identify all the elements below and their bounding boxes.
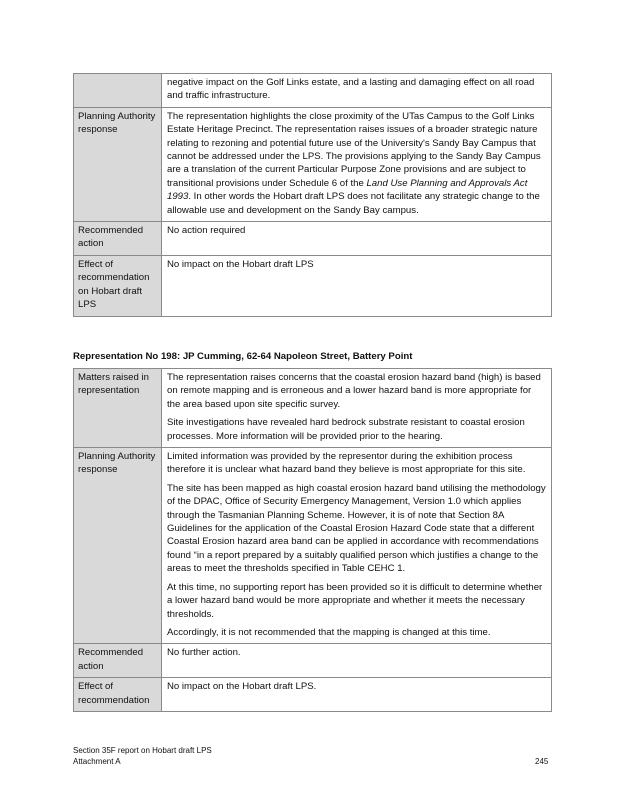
table-row [74, 644, 552, 678]
row-content [162, 448, 552, 644]
paragraph: No further action. [167, 647, 241, 659]
paragraph-part: . In other words the Hobart draft LPS does not facilitate any strategic change to the allowable use and development on the Sandy Bay campus. [167, 191, 540, 216]
act-title: Land Use Planning and Approvals Act 1993 [167, 177, 528, 203]
paragraph: No impact on the Hobart draft LPS. [167, 681, 317, 693]
row-content [162, 369, 552, 448]
row-label [74, 74, 162, 108]
row-content [162, 644, 552, 678]
row-content [162, 255, 552, 316]
representation-table-continued [73, 73, 552, 317]
row-label: Planning Authority response [74, 448, 162, 644]
row-label: Effect of recommendation on Hobart draft LPS [74, 255, 162, 316]
table-row [74, 369, 552, 448]
footer-report-title: Section 35F report on Hobart draft LPS [73, 746, 212, 755]
page-footer [73, 745, 212, 767]
paragraph: No action required [167, 225, 246, 237]
paragraph: No impact on the Hobart draft LPS [167, 258, 314, 270]
table-row [74, 678, 552, 712]
paragraph: Accordingly, it is not recommended that the mapping is changed at this time. [167, 626, 491, 638]
row-label: Recommended action [74, 222, 162, 256]
paragraph-part: The representation highlights the close proximity of the UTas Campus to the Golf Links Estate Heritage Precinct. The representation raises issues of a broader strategic nature relating to rezoning and potential future use of the University's Sandy Bay Campus that cannot be addressed under the LPS. The provisions applying to the Sandy Bay Campus are a translation of the current Particular Purpose Zone provisions and are subject to transitional provisions under Schedule 6 of the [167, 110, 541, 189]
paragraph: The site has been mapped as high coastal erosion hazard band utilising the methodology of the DPAC, Office of Security Emergency Management, Version 1.0 which applies through the Tasmanian Planning Scheme. However, it is of note that Section 8A Guidelines for the application of the Coastal Erosion Hazard Code state that a different Coastal Erosion hazard area band can be applied in accordance with recommendations found “in a report prepared by a suitably qualified person which justifies a change to the areas to meet the thresholds specified in Table CEHC 1. [167, 482, 546, 575]
row-content [162, 678, 552, 712]
table-row [74, 107, 552, 221]
row-label: Recommended action [74, 644, 162, 678]
row-label: Matters raised in representation [74, 369, 162, 448]
paragraph: Site investigations have revealed hard bedrock substrate resistant to coastal erosion processes. More information will be provided prior to the hearing. [167, 417, 525, 442]
page-number: 245 [535, 757, 549, 766]
table-row [74, 255, 552, 316]
table-row [74, 222, 552, 256]
paragraph: Limited information was provided by the representor during the exhibition process therefore it is unclear what hazard band they believe is most appropriate for this site. [167, 451, 526, 476]
representation-heading: Representation No 198: JP Cumming, 62-64 Napoleon Street, Battery Point [73, 351, 413, 362]
row-label: Effect of recommendation [74, 678, 162, 712]
representation-table [73, 368, 552, 712]
row-content [162, 222, 552, 256]
row-content [162, 107, 552, 221]
table-row [74, 448, 552, 644]
paragraph: The representation raises concerns that the coastal erosion hazard band (high) is based on remote mapping and is erroneous and a lower hazard band is more appropriate for the area based upon site specific survey. [167, 372, 541, 410]
footer-attachment: Attachment A [73, 757, 121, 766]
table-row [74, 74, 552, 108]
paragraph: At this time, no supporting report has been provided so it is difficult to determine whether a lower hazard band would be more appropriate and whether it meets the necessary thresholds. [167, 581, 543, 620]
row-content [162, 74, 552, 108]
row-label: Planning Authority response [74, 107, 162, 221]
paragraph: negative impact on the Golf Links estate, and a lasting and damaging effect on all road and traffic infrastructure. [167, 77, 535, 102]
